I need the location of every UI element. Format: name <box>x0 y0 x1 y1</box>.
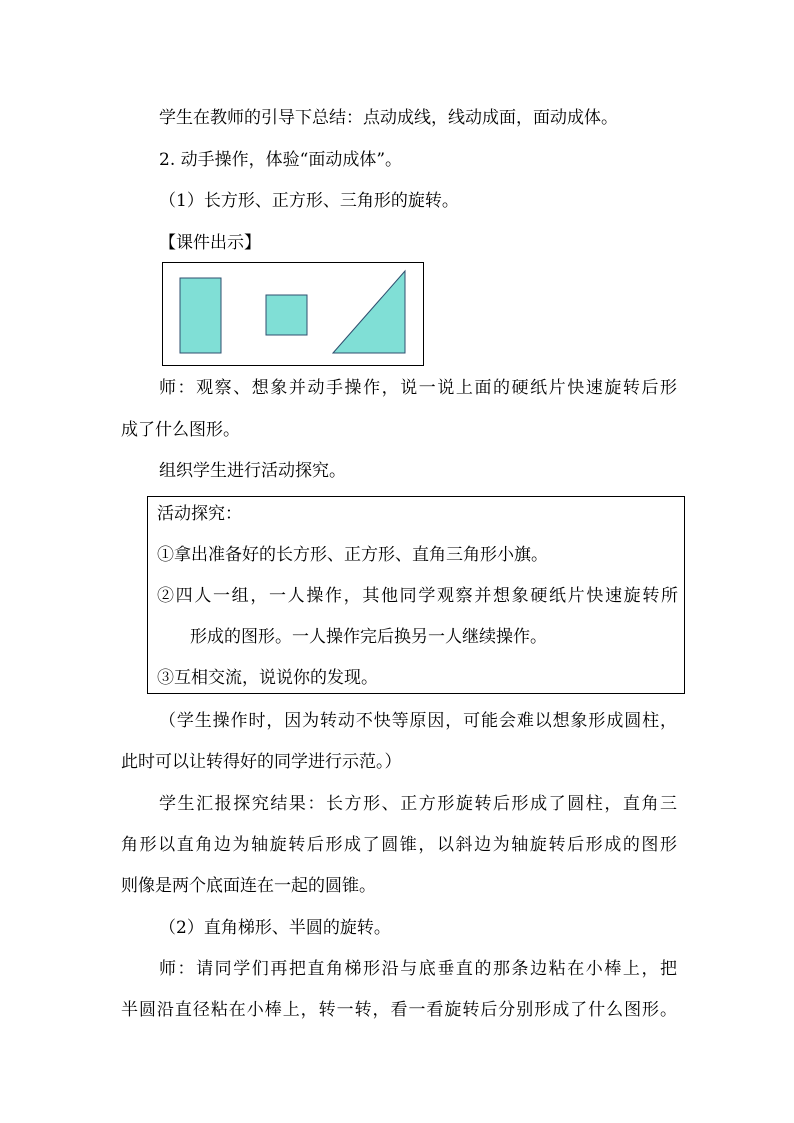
student-report-line-1: 学生汇报探究结果：长方形、正方形旋转后形成了圆柱，直角三 <box>159 794 677 814</box>
right-triangle-shape <box>333 271 405 353</box>
activity-item-2-line-2: 形成的图形。一人操作完后换另一人继续操作。 <box>190 627 547 647</box>
teacher-instruction-line-2: 半圆沿直径粘在小棒上，转一转，看一看旋转后分别形成了什么图形。 <box>121 1000 677 1020</box>
student-report-line-2: 角形以直角边为轴旋转后形成了圆锥，以斜边为轴旋转后形成的图形 <box>121 835 677 855</box>
teacher-question-line-1: 师：观察、想象并动手操作，说一说上面的硬纸片快速旋转后形 <box>159 378 677 398</box>
student-note-line-2: 此时可以让转得好的同学进行示范。） <box>121 752 402 772</box>
activity-item-3: ③互相交流，说说你的发现。 <box>157 668 378 688</box>
shapes-figure <box>162 262 424 366</box>
section-heading-hands-on: 2. 动手操作，体验“面动成体”。 <box>159 150 403 170</box>
rectangle-shape <box>180 278 221 353</box>
paragraph-summary: 学生在教师的引导下总结：点动成线，线动成面，面动成体。 <box>159 108 618 128</box>
activity-item-1: ①拿出准备好的长方形、正方形、直角三角形小旗。 <box>157 545 548 565</box>
subsection-heading-1: （1）长方形、正方形、三角形的旋转。 <box>159 191 459 211</box>
square-shape <box>266 295 307 335</box>
student-report-line-3: 则像是两个底面连在一起的圆锥。 <box>121 876 376 896</box>
subsection-heading-2: （2）直角梯形、半圆的旋转。 <box>159 918 391 938</box>
organize-activity: 组织学生进行活动探究。 <box>159 461 346 481</box>
teacher-instruction-line-1: 师：请同学们再把直角梯形沿与底垂直的那条边粘在小棒上，把 <box>159 959 677 979</box>
teacher-question-line-2: 成了什么图形。 <box>121 420 240 440</box>
courseware-label: 【课件出示】 <box>159 233 261 253</box>
shapes-figure-box <box>162 262 424 366</box>
activity-item-2-line-1: ②四人一组，一人操作，其他同学观察并想象硬纸片快速旋转所 <box>157 586 678 606</box>
student-note-line-1: （学生操作时，因为转动不快等原因，可能会难以想象形成圆柱， <box>159 711 677 731</box>
activity-title: 活动探究： <box>157 504 242 524</box>
